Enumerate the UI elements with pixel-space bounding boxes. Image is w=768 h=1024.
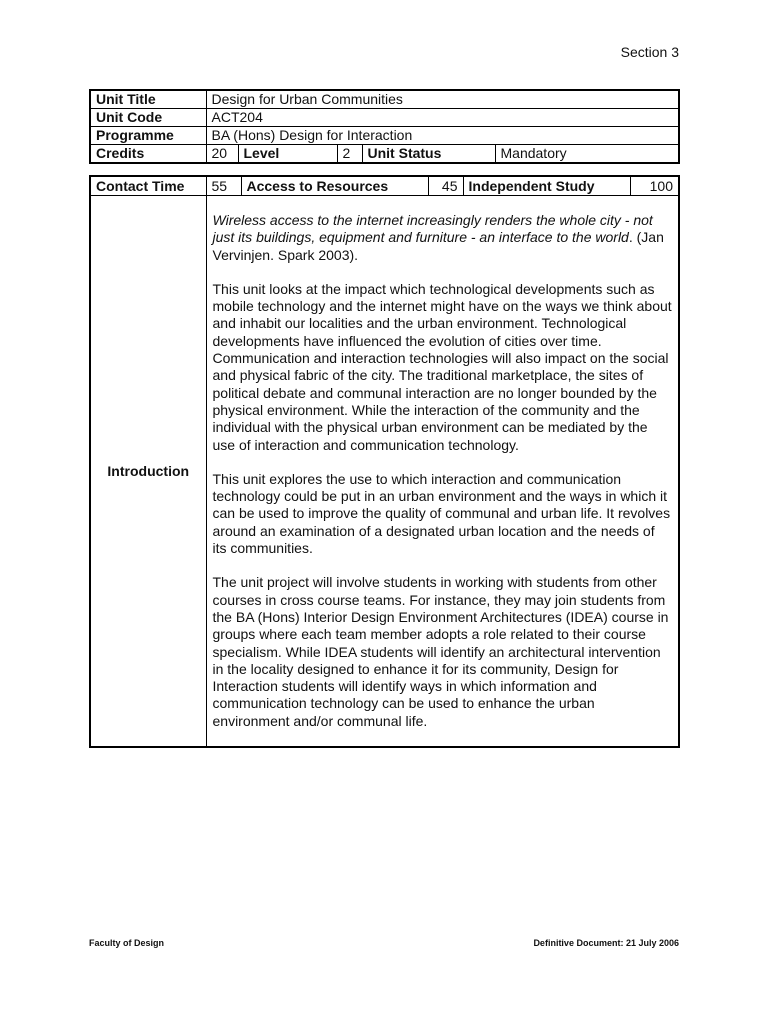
introduction-paragraph-2: This unit explores the use to which interaction and communication technology could be put in an urban environment and the ways in which it can be used to improve the quality of communal and urban life. It revolves around an examination of a designated urban location and the needs of its communities. <box>212 470 671 557</box>
study-time-table <box>89 175 680 748</box>
introduction-label: Introduction <box>90 196 206 748</box>
level-value: 2 <box>337 145 362 164</box>
unit-info-table <box>89 89 680 164</box>
footer-document-date: Definitive Document: 21 July 2006 <box>533 938 679 948</box>
unit-title-value: Design for Urban Communities <box>206 90 679 109</box>
credits-value: 20 <box>206 145 238 164</box>
unit-code-value: ACT204 <box>206 109 679 127</box>
quote-text: Wireless access to the internet increasingly renders the whole city - not just its buildings, equipment and furniture - an interface to the world <box>212 212 653 246</box>
independent-study-label: Independent Study <box>463 176 630 196</box>
footer-faculty: Faculty of Design <box>89 938 165 948</box>
contact-time-value: 55 <box>206 176 241 196</box>
introduction-body <box>206 196 679 748</box>
introduction-quote <box>213 212 673 264</box>
unit-code-label: Unit Code <box>90 109 206 127</box>
unit-status-value: Mandatory <box>495 145 679 164</box>
unit-code-row <box>90 109 679 127</box>
introduction-paragraph-1: This unit looks at the impact which technological developments such as mobile technology and the internet might have on the ways we think about and inhabit our localities and the urban environment. Technological developments have influenced the evolution of cities over time. Communication and interaction technologies will also impact on the social and physical fabric of the city. The traditional marketplace, the sites of political debate and communal interaction are no longer bounded by the physical environment. While the interaction of the community and the individual with the physical urban environment can be mediated by the use of interaction and communication technology. <box>212 280 672 453</box>
contact-time-label: Contact Time <box>90 176 206 196</box>
level-label: Level <box>238 145 337 164</box>
credits-label: Credits <box>90 145 206 164</box>
introduction-paragraph-3: The unit project will involve students in working with students from other courses in cross course teams. For instance, they may join students from the BA (Hons) Interior Design Environment Architectures (IDEA) course in groups where each team member adopts a role related to their course specialism. While IDEA students will identify an architectural intervention in the locality designed to enhance it for its community, Design for Interaction students will identify ways in which information and communication technology can be used to enhance the urban environment and/or communal life. <box>212 574 669 729</box>
programme-label: Programme <box>90 127 206 145</box>
introduction-row <box>90 196 679 748</box>
credits-row <box>90 145 679 164</box>
access-resources-value: 45 <box>428 176 463 196</box>
unit-title-label: Unit Title <box>90 90 206 109</box>
section-number: Section 3 <box>620 44 679 60</box>
time-row <box>90 176 679 196</box>
independent-study-value: 100 <box>630 176 679 196</box>
programme-row <box>90 127 679 145</box>
programme-value: BA (Hons) Design for Interaction <box>206 127 679 145</box>
access-resources-label: Access to Resources <box>241 176 428 196</box>
unit-title-row <box>90 90 679 109</box>
quote-citation: . (Jan Vervinjen. Spark 2003). <box>212 229 664 263</box>
unit-status-label: Unit Status <box>362 145 495 164</box>
